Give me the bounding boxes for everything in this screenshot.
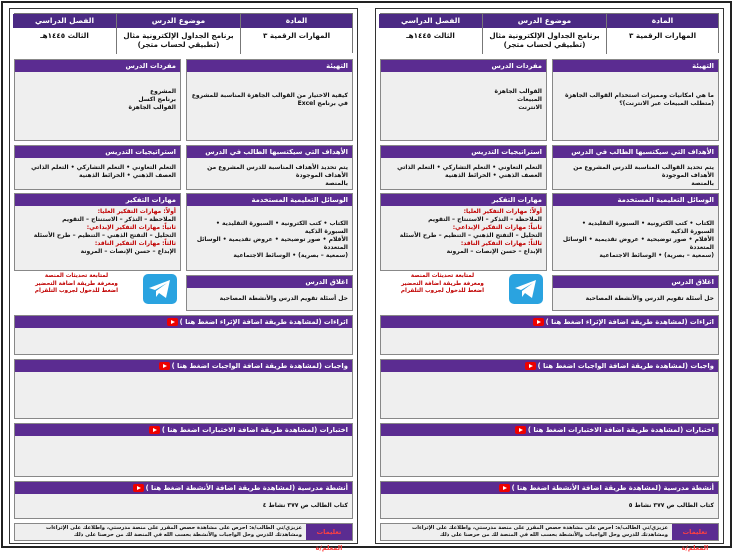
- homework-body: [381, 372, 718, 418]
- skills-heading: ثالثاً: مهارات التفكير الناقد:: [94, 240, 176, 247]
- promo-line: اضغط للدخول لجروب التلقرام: [400, 288, 485, 294]
- term-value: الثالث ١٤٤٥هـ: [379, 28, 482, 54]
- instructions-label: تعليمات المعلم/ة: [672, 524, 718, 540]
- lesson-plan-page: [9, 8, 358, 552]
- skills-line: الملاحظة – التذكر – الاستنتاج – التقويم: [62, 216, 176, 223]
- youtube-icon[interactable]: [159, 362, 170, 370]
- youtube-icon[interactable]: [133, 484, 144, 492]
- quizzes-title: اختبارات (لمشاهدة طريقة اضافة الاختبارات اضغط هنا ): [161, 426, 348, 434]
- instructions-text: عزيزي/تي الطالب/ة: احرص على مشاهدة حصص المقرر على منصة مدرستي، واطلاعك على الإثراءات ومشاهدتك للدرس وحل الواجبات والأنشطة بحسب الله في المنصة لك من حرصنا على ذلك: [412, 525, 668, 538]
- activities-box: [380, 481, 719, 519]
- thinking-skills-box: [14, 193, 181, 271]
- youtube-icon[interactable]: [167, 318, 178, 326]
- teacher-instructions: [380, 523, 719, 552]
- objectives-box: [552, 145, 719, 190]
- activities-link[interactable]: [15, 482, 352, 494]
- homework-box: [14, 359, 353, 419]
- homework-body: [15, 372, 352, 418]
- quizzes-body: [381, 436, 718, 476]
- telegram-icon[interactable]: [143, 274, 177, 304]
- quizzes-title: اختبارات (لمشاهدة طريقة اضافة الاختبارات اضغط هنا ): [527, 426, 714, 434]
- lesson-plan-page: [375, 8, 724, 552]
- youtube-icon[interactable]: [499, 484, 510, 492]
- telegram-promo[interactable]: [380, 271, 547, 311]
- skills-heading: ثالثاً: مهارات التفكير الناقد:: [460, 240, 542, 247]
- enrichment-body: [381, 328, 718, 354]
- topic-value: برنامج الجداول الإلكترونية مثال (تطبيقي لحساب متجر): [117, 28, 240, 54]
- subject-cell: [606, 14, 718, 54]
- closing-text: حل أسئلة تقويم الدرس والأنشطة المصاحبة: [553, 288, 718, 310]
- objective-line: بالمنصة: [691, 180, 714, 187]
- enrichment-title: اثراءات (لمشاهدة طريقة اضافة الإثراء اضغط هنا ): [179, 318, 348, 326]
- enrichment-link[interactable]: [381, 316, 718, 328]
- closing-title: اغلاق الدرس: [553, 276, 718, 288]
- promo-line: اضغط للدخول لجروب التلقرام: [34, 288, 119, 294]
- closing-text: حل أسئلة تقويم الدرس والأنشطة المصاحبة: [187, 288, 352, 310]
- resource-item: القوالب الجاهزة: [494, 88, 542, 95]
- youtube-icon[interactable]: [515, 426, 526, 434]
- homework-title: واجبات (لمشاهدة طريقة اضافة الواجبات اضغط هنا ): [537, 362, 714, 370]
- skills-line: الإبداع – حسن الإنصات – المرونة: [80, 248, 176, 255]
- intro-box: [552, 59, 719, 141]
- subject-label: المادة: [607, 14, 718, 28]
- enrichment-link[interactable]: [15, 316, 352, 328]
- telegram-promo[interactable]: [14, 271, 181, 311]
- objectives-box: [186, 145, 353, 190]
- skills-title: مهارات التفكير: [15, 194, 180, 206]
- activities-text: كتاب الطالب ص ٣٧٧ نشاط ٥: [381, 494, 718, 518]
- objective-line: يتم تحديد القوالب المناسبة للدرس المشروع من الأهداف الموجودة: [573, 164, 714, 179]
- activities-link[interactable]: [381, 482, 718, 494]
- subject-value: المهارات الرقمية ٣: [241, 28, 352, 54]
- topic-label: موضوع الدرس: [117, 14, 240, 28]
- topic-label: موضوع الدرس: [483, 14, 606, 28]
- term-cell: [379, 14, 482, 54]
- quizzes-body: [15, 436, 352, 476]
- aids-line: الكتاب • كتب الكترونية • السبورة التقليدية • السبورة الذكية: [216, 220, 348, 235]
- enrichment-box: [14, 315, 353, 355]
- subject-label: المادة: [241, 14, 352, 28]
- skills-line: الملاحظة – التذكر – الاستنتاج – التقويم: [428, 216, 542, 223]
- skills-line: التحليل – التفتح الذهني – التنظيم – طرح الأسئلة: [399, 232, 542, 239]
- closing-box: [186, 275, 353, 311]
- header-table: [14, 13, 353, 53]
- objectives-title: الأهداف التي سيكتسبها الطالب في الدرس: [553, 146, 718, 158]
- subject-cell: [240, 14, 352, 54]
- resources-title: مفردات الدرس: [381, 60, 546, 72]
- intro-box: [186, 59, 353, 141]
- strategies-box: [380, 145, 547, 190]
- objectives-title: الأهداف التي سيكتسبها الطالب في الدرس: [187, 146, 352, 158]
- homework-link[interactable]: [15, 360, 352, 372]
- activities-title: أنشطة مدرسية (لمشاهدة طريقة اضافة الأنشطة اضغط هنا ): [511, 484, 714, 492]
- resources-box: [380, 59, 547, 141]
- telegram-icon[interactable]: [509, 274, 543, 304]
- strategy-line: التعلم التعاوني • التعلم التشاركي • التعلم الذاتي: [31, 164, 176, 171]
- youtube-icon[interactable]: [533, 318, 544, 326]
- intro-text: ما هي امكانيات ومميزات استخدام القوالب الجاهزة (متطلب المبيعات عبر الانترنت)؟: [553, 72, 718, 140]
- document-frame: [1, 1, 732, 552]
- instructions-label: تعليمات المعلم/ة: [306, 524, 352, 540]
- header-table: [380, 13, 719, 53]
- skills-heading: أولاً: مهارات التفكير العليا:: [97, 208, 176, 215]
- youtube-icon[interactable]: [149, 426, 160, 434]
- resource-item: الانترنت: [518, 104, 542, 111]
- skills-line: الإبداع – حسن الإنصات – المرونة: [446, 248, 542, 255]
- subject-value: المهارات الرقمية ٣: [607, 28, 718, 54]
- homework-link[interactable]: [381, 360, 718, 372]
- teacher-instructions: [14, 523, 353, 552]
- quizzes-box: [380, 423, 719, 477]
- youtube-icon[interactable]: [525, 362, 536, 370]
- topic-value: برنامج الجداول الإلكترونية مثال (تطبيقي لحساب متجر): [483, 28, 606, 54]
- homework-box: [380, 359, 719, 419]
- strategies-box: [14, 145, 181, 190]
- promo-line: لمتابعة تحديثات المنصة: [410, 273, 475, 279]
- skills-heading: ثانياً: مهارات التفكير الإبداعي:: [452, 224, 542, 231]
- aids-box: [186, 193, 353, 271]
- skills-heading: ثانياً: مهارات التفكير الإبداعي:: [86, 224, 176, 231]
- instructions-text: عزيزي/تي الطالب/ة: احرص على مشاهدة حصص المقرر على منصة مدرستي، واطلاعك على الإثراءات ومشاهدتك للدرس وحل الواجبات والأنشطة بحسب الله في المنصة لك من حرصنا على ذلك: [46, 525, 302, 538]
- activities-title: أنشطة مدرسية (لمشاهدة طريقة اضافة الأنشطة اضغط هنا ): [145, 484, 348, 492]
- intro-title: التهيئة: [553, 60, 718, 72]
- intro-title: التهيئة: [187, 60, 352, 72]
- topic-cell: [482, 14, 606, 54]
- aids-title: الوسائل التعليمية المستخدمة: [553, 194, 718, 206]
- enrichment-box: [380, 315, 719, 355]
- aids-title: الوسائل التعليمية المستخدمة: [187, 194, 352, 206]
- resource-item: المبيعات: [517, 96, 542, 103]
- term-cell: [13, 14, 116, 54]
- strategies-title: استراتيجيات التدريس: [381, 146, 546, 158]
- skills-title: مهارات التفكير: [381, 194, 546, 206]
- homework-title: واجبات (لمشاهدة طريقة اضافة الواجبات اضغط هنا ): [171, 362, 348, 370]
- strategy-line: العصف الذهني • الخرائط الذهنية: [445, 172, 542, 179]
- closing-title: اغلاق الدرس: [187, 276, 352, 288]
- enrichment-body: [15, 328, 352, 354]
- skills-heading: أولاً: مهارات التفكير العليا:: [463, 208, 542, 215]
- aids-line: الأقلام • صور توضيحية • عروض تقديمية • الوسائل المتعددة: [196, 236, 348, 251]
- resource-item: المشروع: [150, 88, 176, 95]
- thinking-skills-box: [380, 193, 547, 271]
- term-label: الفصل الدراسي: [379, 14, 482, 28]
- resources-title: مفردات الدرس: [15, 60, 180, 72]
- strategy-line: التعلم التعاوني • التعلم التشاركي • التعلم الذاتي: [397, 164, 542, 171]
- term-value: الثالث ١٤٤٥هـ: [13, 28, 116, 54]
- strategies-title: استراتيجيات التدريس: [15, 146, 180, 158]
- promo-line: ومعرفة طريقة اضافة التحضير: [401, 280, 484, 287]
- aids-line: الأقلام • صور توضيحية • عروض تقديمية • الوسائل المتعددة: [562, 236, 714, 251]
- resources-box: [14, 59, 181, 141]
- term-label: الفصل الدراسي: [13, 14, 116, 28]
- activities-text: كتاب الطالب ص ٣٧٧ نشاط ٤: [15, 494, 352, 518]
- objective-line: بالمنصة: [325, 180, 348, 187]
- promo-line: لمتابعة تحديثات المنصة: [44, 273, 109, 279]
- intro-text: كيفية الاختيار من القوالب الجاهزة المناسبة للمشروع في برنامج Excel: [187, 72, 352, 140]
- activities-box: [14, 481, 353, 519]
- resource-item: برنامج اكسل: [138, 96, 176, 103]
- quizzes-link[interactable]: [15, 424, 352, 436]
- strategy-line: العصف الذهني • الخرائط الذهنية: [79, 172, 176, 179]
- topic-cell: [116, 14, 240, 54]
- aids-line: (سمعية – بصرية) • الوسائط الاجتماعية: [233, 252, 348, 259]
- objective-line: يتم تحديد الأهداف المناسبة للدرس المشروع من الأهداف الموجودة: [207, 164, 348, 179]
- quizzes-box: [14, 423, 353, 477]
- resource-item: القوالب الجاهزة: [128, 104, 176, 111]
- quizzes-link[interactable]: [381, 424, 718, 436]
- aids-line: (سمعية – بصرية) • الوسائط الاجتماعية: [599, 252, 714, 259]
- enrichment-title: اثراءات (لمشاهدة طريقة اضافة الإثراء اضغط هنا ): [545, 318, 714, 326]
- aids-box: [552, 193, 719, 271]
- aids-line: الكتاب • كتب الكترونية • السبورة التقليدية • السبورة الذكية: [582, 220, 714, 235]
- promo-line: ومعرفة طريقة اضافة التحضير: [35, 280, 118, 287]
- closing-box: [552, 275, 719, 311]
- skills-line: التحليل – التفتح الذهني – التنظيم – طرح الأسئلة: [33, 232, 176, 239]
